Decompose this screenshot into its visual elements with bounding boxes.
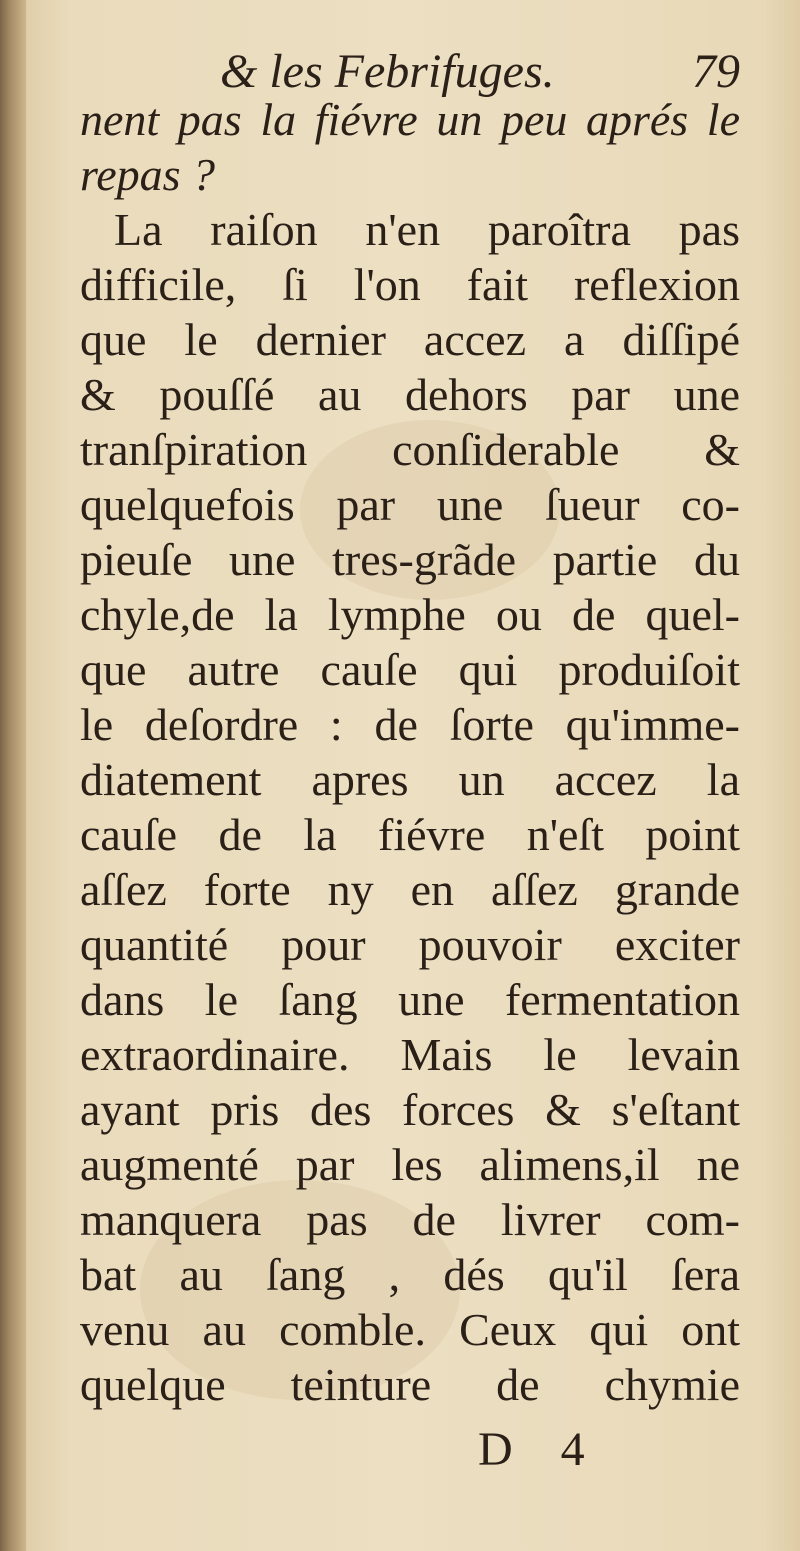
page-binding-shadow	[0, 0, 26, 1551]
page-number: 79	[692, 45, 740, 98]
text-line: que autre cauſe qui produiſoit	[80, 644, 740, 695]
text-line: aſſez forte ny en aſſez grande	[80, 864, 740, 915]
text-line: extraordinaire. Mais le levain	[80, 1029, 740, 1080]
text-line: que le dernier accez a diſſipé	[80, 314, 740, 365]
text-line: manquera pas de livrer com-	[80, 1194, 740, 1245]
text-line: augmenté par les alimens,il ne	[80, 1139, 740, 1190]
text-line: La raiſon n'en paroîtra pas	[114, 204, 740, 255]
text-line: difficile, ſi l'on fait reflexion	[80, 259, 740, 310]
text-line: diatement apres un accez la	[80, 754, 740, 805]
text-line: quelquefois par une ſueur co-	[80, 479, 740, 530]
body-text	[80, 92, 740, 1412]
text-line: nent pas la fiévre un peu aprés le	[80, 94, 740, 145]
text-line: pieuſe une tres-grãde partie du	[80, 534, 740, 585]
text-line: bat au ſang , dés qu'il ſera	[80, 1249, 740, 1300]
running-title: & les Febrifuges.	[220, 45, 555, 98]
signature-mark: D 4	[478, 1423, 603, 1476]
text-line: & pouſſé au dehors par une	[80, 369, 740, 420]
text-line: repas ?	[80, 149, 216, 200]
text-line: le deſordre : de ſorte qu'imme-	[80, 699, 740, 750]
text-line: dans le ſang une fermentation	[80, 974, 740, 1025]
text-line: venu au comble. Ceux qui ont	[80, 1304, 740, 1355]
text-line: chyle,de la lymphe ou de quel-	[80, 589, 740, 640]
text-line: ayant pris des forces & s'eſtant	[80, 1084, 740, 1135]
text-line: quantité pour pouvoir exciter	[80, 919, 740, 970]
text-line: quelque teinture de chymie	[80, 1359, 740, 1410]
text-line: tranſpiration conſiderable &	[80, 424, 740, 475]
text-line: cauſe de la fiévre n'eſt point	[80, 809, 740, 860]
